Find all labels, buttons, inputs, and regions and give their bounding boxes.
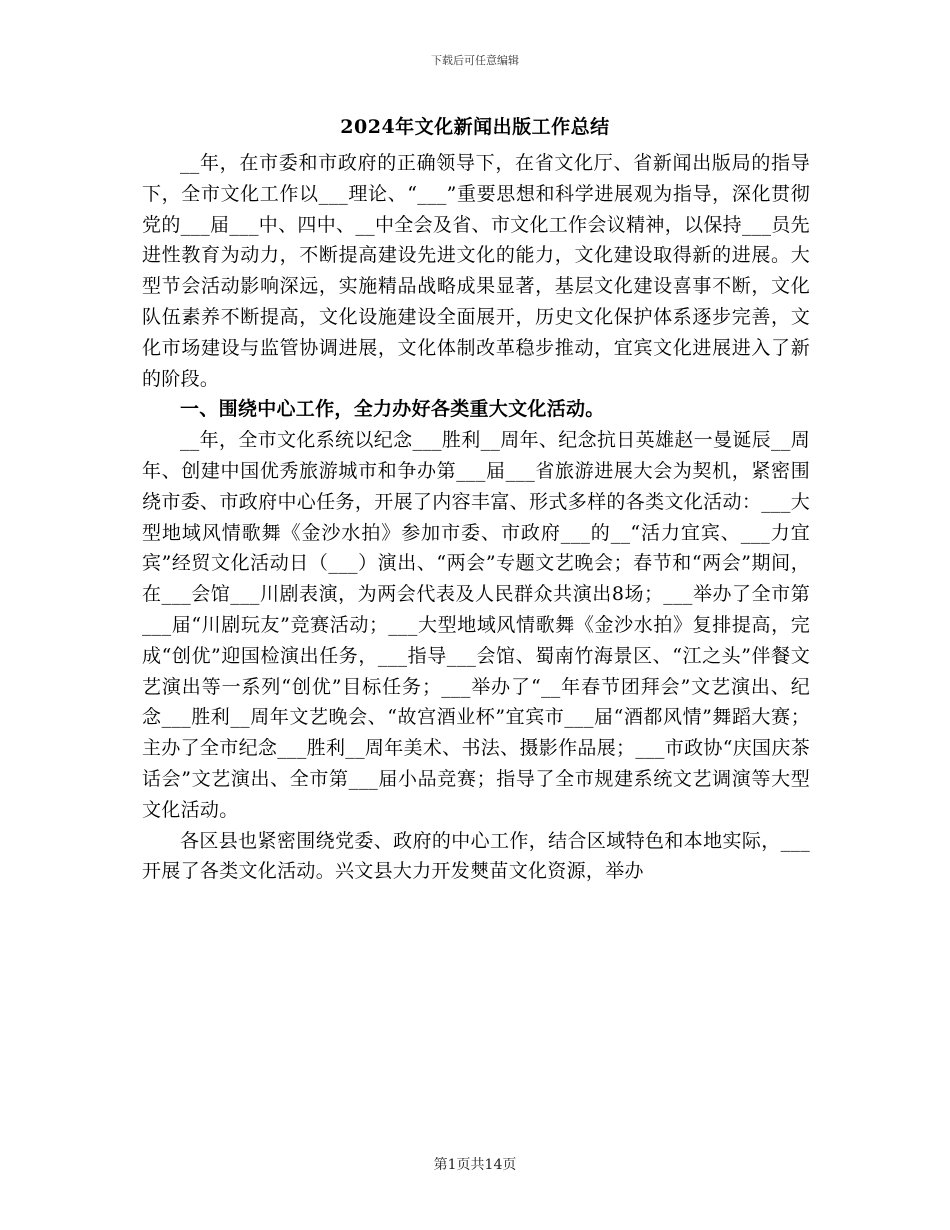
- page-number: 第1页共14页: [433, 1157, 517, 1173]
- body-paragraph-activities: __年，全市文化系统以纪念___胜利__周年、纪念抗日英雄赵一曼诞辰__周年、创建中国优秀旅游城市和争办第___届___省旅游进展大会为契机，紧密围绕市委、市政府中心任务，开展了内容丰富、形式多样的各类文化活动：___大型地域风情歌舞《金沙水拍》参加市委、市政府___的__“活力宜宾、___力宜宾”经贸文化活动日（___）演出、“两会”专题文艺晚会；春节和“两会”期间，在___会馆___川剧表演，为两会代表及人民群众共演出8场；___举办了全市第___届“川剧玩友”竞赛活动；___大型地域风情歌舞《金沙水拍》复排提高，完成“创优”迎国检演出任务，___指导___会馆、蜀南竹海景区、“江之头”伴餐文艺演出等一系列“创优”目标任务；___举办了“__年春节团拜会”文艺演出、纪念___胜利__周年文艺晚会、“故宫酒业杯”宜宾市___届“酒都风情”舞蹈大赛；主办了全市纪念___胜利__周年美术、书法、摄影作品展；___市政协“庆国庆茶话会”文艺演出、全市第___届小品竞赛；指导了全市规建系统文艺调演等大型文化活动。: [142, 429, 810, 821]
- section-heading-1: 一、围绕中心工作，全力办好各类重大文化活动。: [180, 398, 605, 421]
- page-header-note: 下载后可任意编辑: [431, 54, 519, 67]
- body-paragraph-districts: 各区县也紧密围绕党委、政府的中心工作，结合区域特色和本地实际，___开展了各类文化活动。兴文县大力开发僰苗文化资源，举办: [142, 829, 810, 883]
- document-title: 2024年文化新闻出版工作总结: [340, 116, 610, 138]
- document-body: [142, 148, 810, 887]
- body-paragraph-intro: __年，在市委和市政府的正确领导下，在省文化厅、省新闻出版局的指导下，全市文化工作以___理论、“___”重要思想和科学进展观为指导，深化贯彻党的___届___中、四中、__中全会及省、市文化工作会议精神，以保持___员先进性教育为动力，不断提高建设先进文化的能力，文化建设取得新的进展。大型节会活动影响深远，实施精品战略成果显著，基层文化建设喜事不断，文化队伍素养不断提高，文化设施建设全面展开，历史文化保护体系逐步完善，文化市场建设与监管协调进展，文化体制改革稳步推动，宜宾文化进展进入了新的阶段。: [142, 152, 810, 390]
